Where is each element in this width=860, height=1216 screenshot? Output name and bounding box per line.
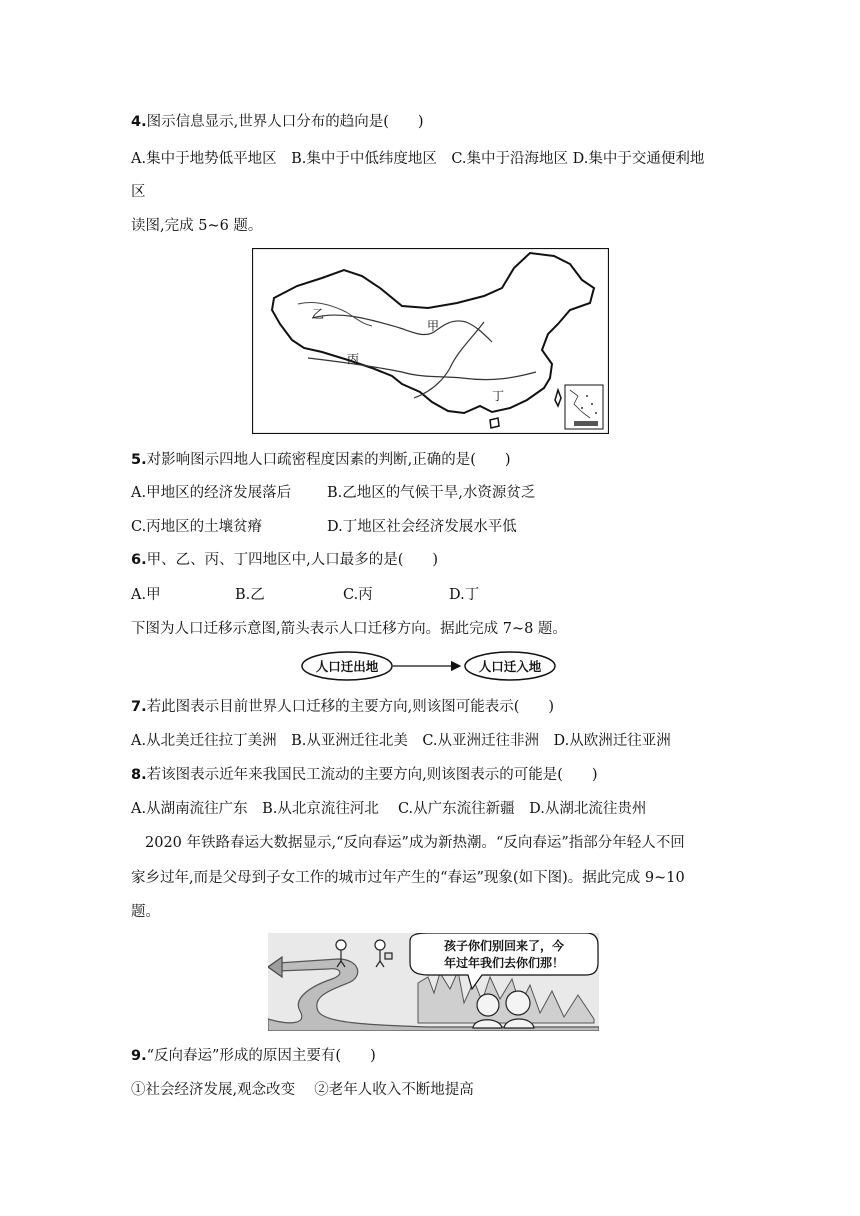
q6-stem: 6.甲、乙、丙、丁四地区中,人口最多的是( ) [131, 552, 439, 568]
map-label-ding: 丁 [492, 389, 505, 403]
china-map [252, 248, 609, 434]
bubble-text-line1: 孩子你们别回来了，今 [443, 939, 565, 953]
q5-option-c: C.丙地区的土壤贫瘠 [131, 519, 263, 535]
q9-stem: 9.“反向春运”形成的原因主要有( ) [131, 1048, 376, 1064]
intro-9-10-line2: 家乡过年,而是父母到子女工作的城市过年产生的“春运”现象(如下图)。据此完成 9~10 [131, 870, 685, 886]
map-label-bing: 丙 [347, 352, 360, 366]
q7-stem: 7.若此图表示目前世界人口迁移的主要方向,则该图可能表示( ) [131, 699, 555, 715]
inset-scale-bar [574, 421, 598, 426]
map-label-yi: 乙 [312, 307, 325, 321]
q4-options-cont: 区 [131, 184, 146, 200]
q5-option-a: A.甲地区的经济发展落后 [131, 485, 292, 501]
q6-option-d: D.丁 [449, 587, 480, 603]
reverse-migration-cartoon [268, 933, 599, 1031]
q9-options: ①社会经济发展,观念改变 ②老年人收入不断地提高 [131, 1082, 474, 1098]
q4-stem: 4.图示信息显示,世界人口分布的趋向是( ) [131, 114, 424, 130]
q6-option-c: C.丙 [343, 587, 373, 603]
migration-diagram [300, 650, 560, 682]
destination-label: 人口迁入地 [478, 659, 542, 674]
q5-option-b: B.乙地区的气候干旱,水资源贫乏 [327, 485, 536, 501]
q5-stem: 5.对影响图示四地人口疏密程度因素的判断,正确的是( ) [131, 452, 511, 468]
q7-options: A.从北美迁往拉丁美洲 B.从亚洲迁往北美 C.从亚洲迁往非洲 D.从欧洲迁往亚洲 [131, 733, 671, 749]
q8-options: A.从湖南流往广东 B.从北京流往河北 C.从广东流往新疆 D.从湖北流往贵州 [131, 801, 647, 817]
intro-9-10-line3: 题。 [131, 904, 160, 920]
q8-stem: 8.若该图表示近年来我国民工流动的主要方向,则该图表示的可能是( ) [131, 767, 598, 783]
intro-9-10-line1: 2020 年铁路春运大数据显示,“反向春运”成为新热潮。“反向春运”指部分年轻人不回 [145, 835, 685, 851]
q6-option-b: B.乙 [235, 587, 265, 603]
map-frame [253, 249, 609, 434]
intro-5-6: 读图,完成 5~6 题。 [131, 218, 263, 234]
intro-7-8: 下图为人口迁移示意图,箭头表示人口迁移方向。据此完成 7~8 题。 [131, 621, 567, 637]
origin-label: 人口迁出地 [315, 659, 379, 674]
map-label-jia: 甲 [427, 319, 440, 333]
q4-options: A.集中于地势低平地区 B.集中于中低纬度地区 C.集中于沿海地区 D.集中于交通便利地 [131, 151, 705, 167]
q6-option-a: A.甲 [131, 587, 161, 603]
bubble-text-line2: 年过年我们去你们那！ [443, 956, 565, 970]
q5-option-d: D.丁地区社会经济发展水平低 [327, 519, 517, 535]
